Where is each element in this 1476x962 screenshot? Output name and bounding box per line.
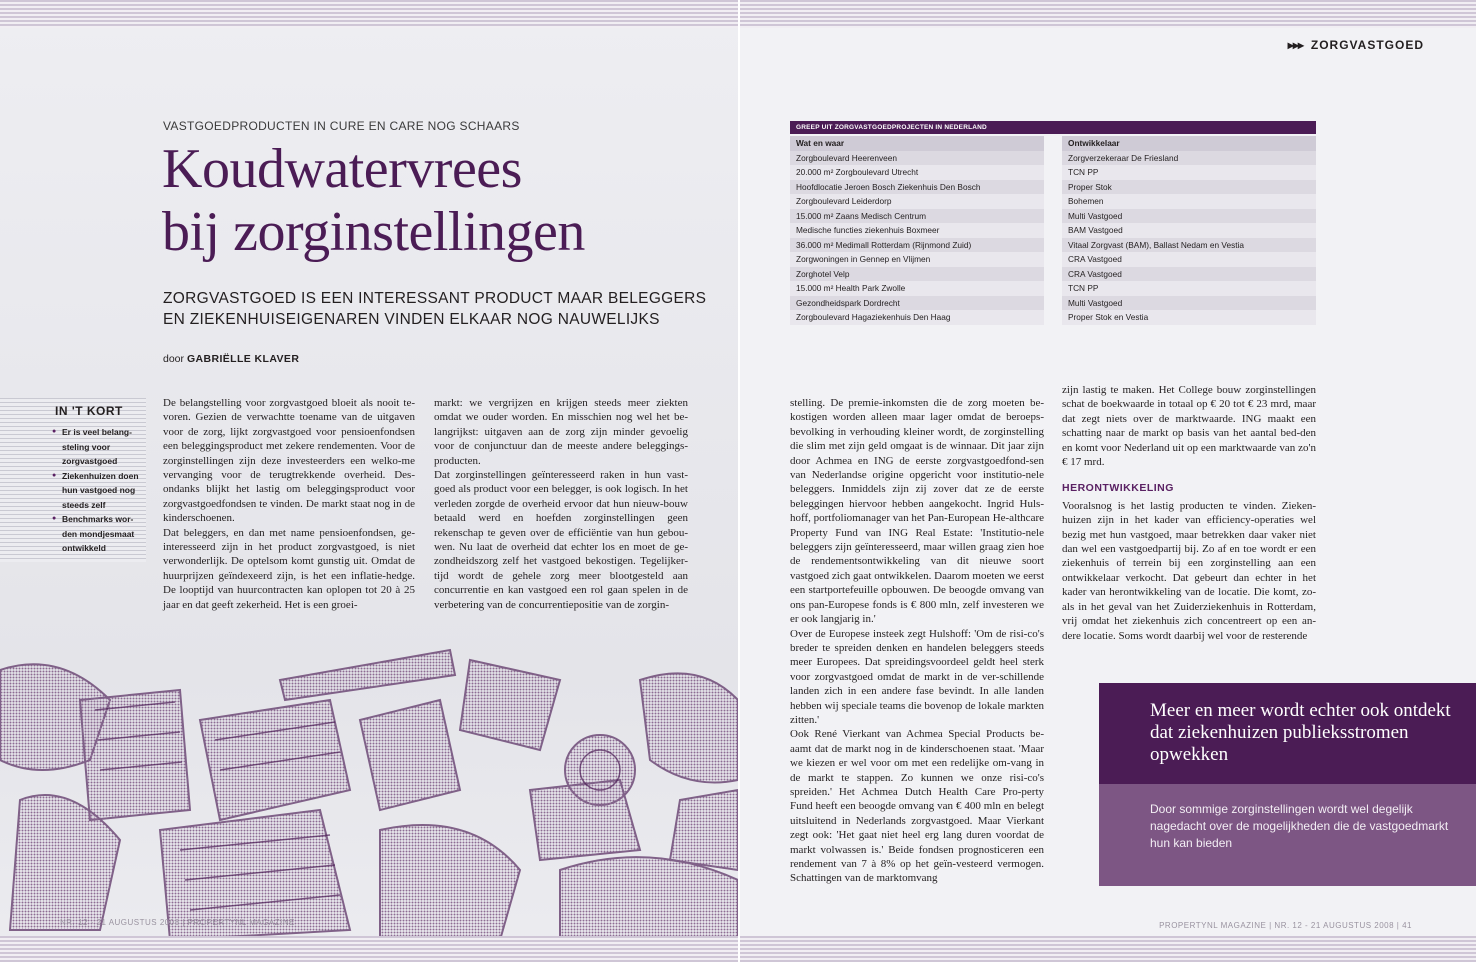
byline-author: GABRIËLLE KLAVER xyxy=(186,353,300,365)
paragraph: Dat zorginstellingen geïnteresseerd raken in hun vast-goed als product voor een belegger, is ook logisch. In het verleden zorgde de overheid ervoor dat hun nieuw-bouw betaald werd en hoefden zorginstellingen geen rekenschap te geven over de efficiëntie van hun gebou-wen. Nu laat de overheid dat echter los en moet de ge-zondheidszorg zelf het vastgoed bekostigen. Tegelijker-tijd wordt de gehele zorg meer blootgesteld aan concurrentie en kan vastgoed een rol gaan spelen in de verbetering van de concurrentiepositie van de zorgin- xyxy=(434,469,688,611)
paragraph: Dat beleggers, en dan met name pensioenfondsen, ge-interesseerd zijn in het product zorgvastgoed, is niet verwonderlijk. De optelsom komt gunstig uit. Omdat de huurprijzen geïndexeerd zijn, is het een inflatie-hedge. De looptijd van huurcontracten kan oplopen tot 20 à 25 jaar en dat geeft zekerheid. Het is een groei- xyxy=(163,526,415,611)
table-cell-developer: TCN PP xyxy=(1062,165,1316,180)
right-page-footer: PROPERTYNL MAGAZINE | NR. 12 - 21 AUGUSTUS 2008 | 41 xyxy=(1159,921,1412,930)
left-body-column-2 xyxy=(434,396,688,612)
in-short-list xyxy=(52,425,144,556)
pull-quote-sub-text: Door sommige zorginstellingen wordt wel degelijk nagedacht over de mogelijkheden die de vastgoedmarkt hun kan bieden xyxy=(1150,802,1449,850)
in-short-item: ● Er is veel belang-steling voor zorgvastgoed xyxy=(52,425,144,469)
table-cell-location: Zorgboulevard Leiderdorp xyxy=(790,194,1044,209)
in-short-title: IN 'T KORT xyxy=(55,404,123,418)
paragraph: Vooralsnog is het lastig producten te vinden. Zieken-huizen zijn in het kader van efficiency-operaties wel bezig met hun vastgoed, maar betrekken daar vaker niet dan wel een vastgoedpartij bij. Zo af en toe wordt er een ziekenhuis of terrein bij een zorginstelling aan een ontwikkelaar verkocht. Dat gebeurt dan echter in het kader van herontwikkeling van de locatie. Die komt, zo-als in het geval van het Zuiderziekenhuis in Rotterdam, vrij omdat het ziekenhuis zich concentreert op een an-dere locatie. Soms wordt daarbij wel voor de resterende xyxy=(1062,499,1316,642)
table-cell-location: Medische functies ziekenhuis Boxmeer xyxy=(790,223,1044,238)
table-header-developer: Ontwikkelaar xyxy=(1062,136,1316,151)
top-stripe-band xyxy=(0,0,738,28)
headline-line-2: bij zorginstellingen xyxy=(162,201,585,263)
table-cell-location: Hoofdlocatie Jeroen Bosch Ziekenhuis Den Bosch xyxy=(790,180,1044,195)
bottom-stripe-band xyxy=(0,936,738,962)
table-cell-developer: Vitaal Zorgvast (BAM), Ballast Nedam en Vestia xyxy=(1062,238,1316,253)
paragraph: stelling. De premie-inkomsten die de zorg moeten be-kostigen worden alleen maar lager omdat de beroeps-bevolking in verhouding kleiner wordt, de zorginstelling die slim met zijn geld omgaat is de winnaar. Dit jaar zijn door Achmea en ING de eerste zorgvastgoedfond-sen van Nederlandse origine opgericht voor institutio-nele beleggers. Inmiddels zijn zij zover dat ze de eerste beleggingen hiervoor hebben aangekocht. Ingrid Huls-hoff, portfoliomanager van het Pan-European He-althcare Property Fund van ING Real Estate: 'Institutio-nele beleggers zijn geïnteresseerd, maar willen graag zien hoe de rendementsontwikkeling van dit nieuwe soort vastgoed zich gaat ontwikkelen. Daarom moeten we eerst een startportefeuille opbouwen. De beoogde omvang van ons pan-Europese fonds is € 800 mln, zelf investeren we er ook langjarig in.' xyxy=(790,397,1044,626)
right-page xyxy=(740,0,1476,962)
pull-quote-box xyxy=(1099,683,1476,886)
table-cell-location: 15.000 m² Zaans Medisch Centrum xyxy=(790,209,1044,224)
table-cell-location: Gezondheidspark Dordrecht xyxy=(790,296,1044,311)
subhead-line-2: EN ZIEKENHUISEIGENAREN VINDEN ELKAAR NOG NAUWELIJKS xyxy=(163,311,660,328)
paragraph: Over de Europese insteek zegt Hulshoff: 'Om de risi-co's breder te spreiden denken en handelen beleggers steeds meer Europees. Dat spreidingsvoordeel geldt heel sterk voor zorgvastgoed omdat de markt in de ver-schillende landen zich in een andere fase bevindt. In alle landen hebben wij speciale teams die bovenop de lokale markten zitten.' xyxy=(790,627,1044,726)
section-label: ZORGVASTGOED xyxy=(1310,38,1424,52)
table-cell-location: Zorgboulevard Heerenveen xyxy=(790,151,1044,166)
table-cell-developer: CRA Vastgoed xyxy=(1062,267,1316,282)
table-cell-location: Zorgwoningen in Gennep en Vlijmen xyxy=(790,252,1044,267)
section-subtitle: HERONTWIKKELING xyxy=(1062,482,1174,495)
in-short-item: ● Ziekenhuizen doen hun vastgoed nog steeds zelf xyxy=(52,469,144,513)
table-cell-location: 36.000 m² Medimall Rotterdam (Rijnmond Zuid) xyxy=(790,238,1044,253)
table-cell-developer: Zorgverzekeraar De Friesland xyxy=(1062,151,1316,166)
in-short-item: ● Benchmarks wor-den mondjesmaat ontwikkeld xyxy=(52,512,144,556)
pull-quote-main-text: Meer en meer wordt echter ook ontdekt dat ziekenhuizen publieksstromen opwekken xyxy=(1150,700,1451,765)
table-cell-developer: Multi Vastgoed xyxy=(1062,296,1316,311)
table-cell-developer: Bohemen xyxy=(1062,194,1316,209)
table-cell-developer: Proper Stok en Vestia xyxy=(1062,310,1316,325)
table-cell-location: Zorgboulevard Hagaziekenhuis Den Haag xyxy=(790,310,1044,325)
paragraph: De belangstelling voor zorgvastgoed bloeit als nooit te-voren. Gezien de verwachtte toename van de uitgaven voor de zorg, lijkt zorgvastgoed voor pensioenfondsen een beleggingsproduct met zekere rendementen. Voor de zorginstellingen zijn deze investeerders een welko-me vervanging voor de terugtrekkende overheid. Des-ondanks blijkt het lastig om beleggingsproduct voor zorgvastgoedfondsen te vinden. De markt staat nog in de kinderschoenen. xyxy=(163,397,415,525)
table-cell-location: Zorghotel Velp xyxy=(790,267,1044,282)
top-stripe-band xyxy=(740,0,1476,28)
paragraph: markt: we vergrijzen en krijgen steeds meer ziekten omdat we ouder worden. En misschien nog wel het be-langrijkst: uitgaven aan de zorg zijn minder gevoelig voor de conjunctuur dan de meeste andere beleggings-producten. xyxy=(434,397,688,467)
table-cell-developer: BAM Vastgoed xyxy=(1062,223,1316,238)
table-header-what-where: Wat en waar xyxy=(790,136,1044,151)
table-cell-developer: Proper Stok xyxy=(1062,180,1316,195)
table-cell-developer: TCN PP xyxy=(1062,281,1316,296)
bottom-stripe-band xyxy=(740,936,1476,962)
medical-tools-illustration xyxy=(0,640,738,940)
pull-quote-sub xyxy=(1099,784,1476,886)
table-cell-location: 20.000 m² Zorgboulevard Utrecht xyxy=(790,165,1044,180)
table-cell-developer: CRA Vastgoed xyxy=(1062,252,1316,267)
article-kicker: VASTGOEDPRODUCTEN IN CURE EN CARE NOG SCHAARS xyxy=(163,119,520,133)
table-column-what-where xyxy=(790,136,1044,325)
table-cell-location: 15.000 m² Health Park Zwolle xyxy=(790,281,1044,296)
paragraph: Ook René Vierkant van Achmea Special Products be-aamt dat de markt nog in de kinderschoenen staat. 'Maar we kiezen er wel voor om met een redelijke om-vang in de markt te stappen. Zo kunnen we onze risi-co's spreiden.' Het Achmea Dutch Health Care Pro-perty Fund heeft een beoogde omvang van € 400 mln en belegt uitsluitend in Nederlands zorgvastgoed. Maar Vierkant zegt ook: 'Het gaat niet heel erg lang duren voordat de markt volwassen is.' Beide fondsen prognosticeren een rendement van 7 à 8% op het geïn-vesteerd vermogen. Schattingen van de marktomvang xyxy=(790,728,1044,885)
pull-quote-main xyxy=(1099,683,1476,784)
byline xyxy=(163,353,299,365)
byline-prefix: door xyxy=(163,353,187,365)
right-body-column-2 xyxy=(1062,383,1316,643)
table-column-developer xyxy=(1062,136,1316,325)
in-short-box xyxy=(0,398,146,562)
article-headline xyxy=(162,138,585,264)
subhead-line-1: ZORGVASTGOED IS EEN INTERESSANT PRODUCT MAAR BELEGGERS xyxy=(163,290,707,307)
table-cell-developer: Multi Vastgoed xyxy=(1062,209,1316,224)
article-subhead xyxy=(163,288,723,330)
table-columns xyxy=(790,136,1316,325)
left-page-footer: NR. 12 - 21 AUGUSTUS 2008 | PROPERTYNL MAGAZINE xyxy=(60,918,295,927)
triple-chevron-icon: ▸▸▸ xyxy=(1287,38,1303,52)
table-title: GREEP UIT ZORGVASTGOEDPROJECTEN IN NEDERLAND xyxy=(790,121,1316,134)
projects-table xyxy=(790,121,1316,325)
headline-line-1: Koudwatervrees xyxy=(162,138,522,200)
paragraph: zijn lastig te maken. Het College bouw zorginstellingen schat de boekwaarde in totaal op € 20 tot € 23 mrd, maar dat zegt niets over de marktwaarde. ING maakt een schatting naar de markt op basis van het aantal bed-den en komt voor Nederland uit op een marktwaarde van zo'n € 17 mrd. xyxy=(1062,384,1316,469)
right-body-column-1 xyxy=(790,396,1044,886)
section-tag xyxy=(1288,38,1424,52)
left-body-column-1 xyxy=(163,396,415,612)
